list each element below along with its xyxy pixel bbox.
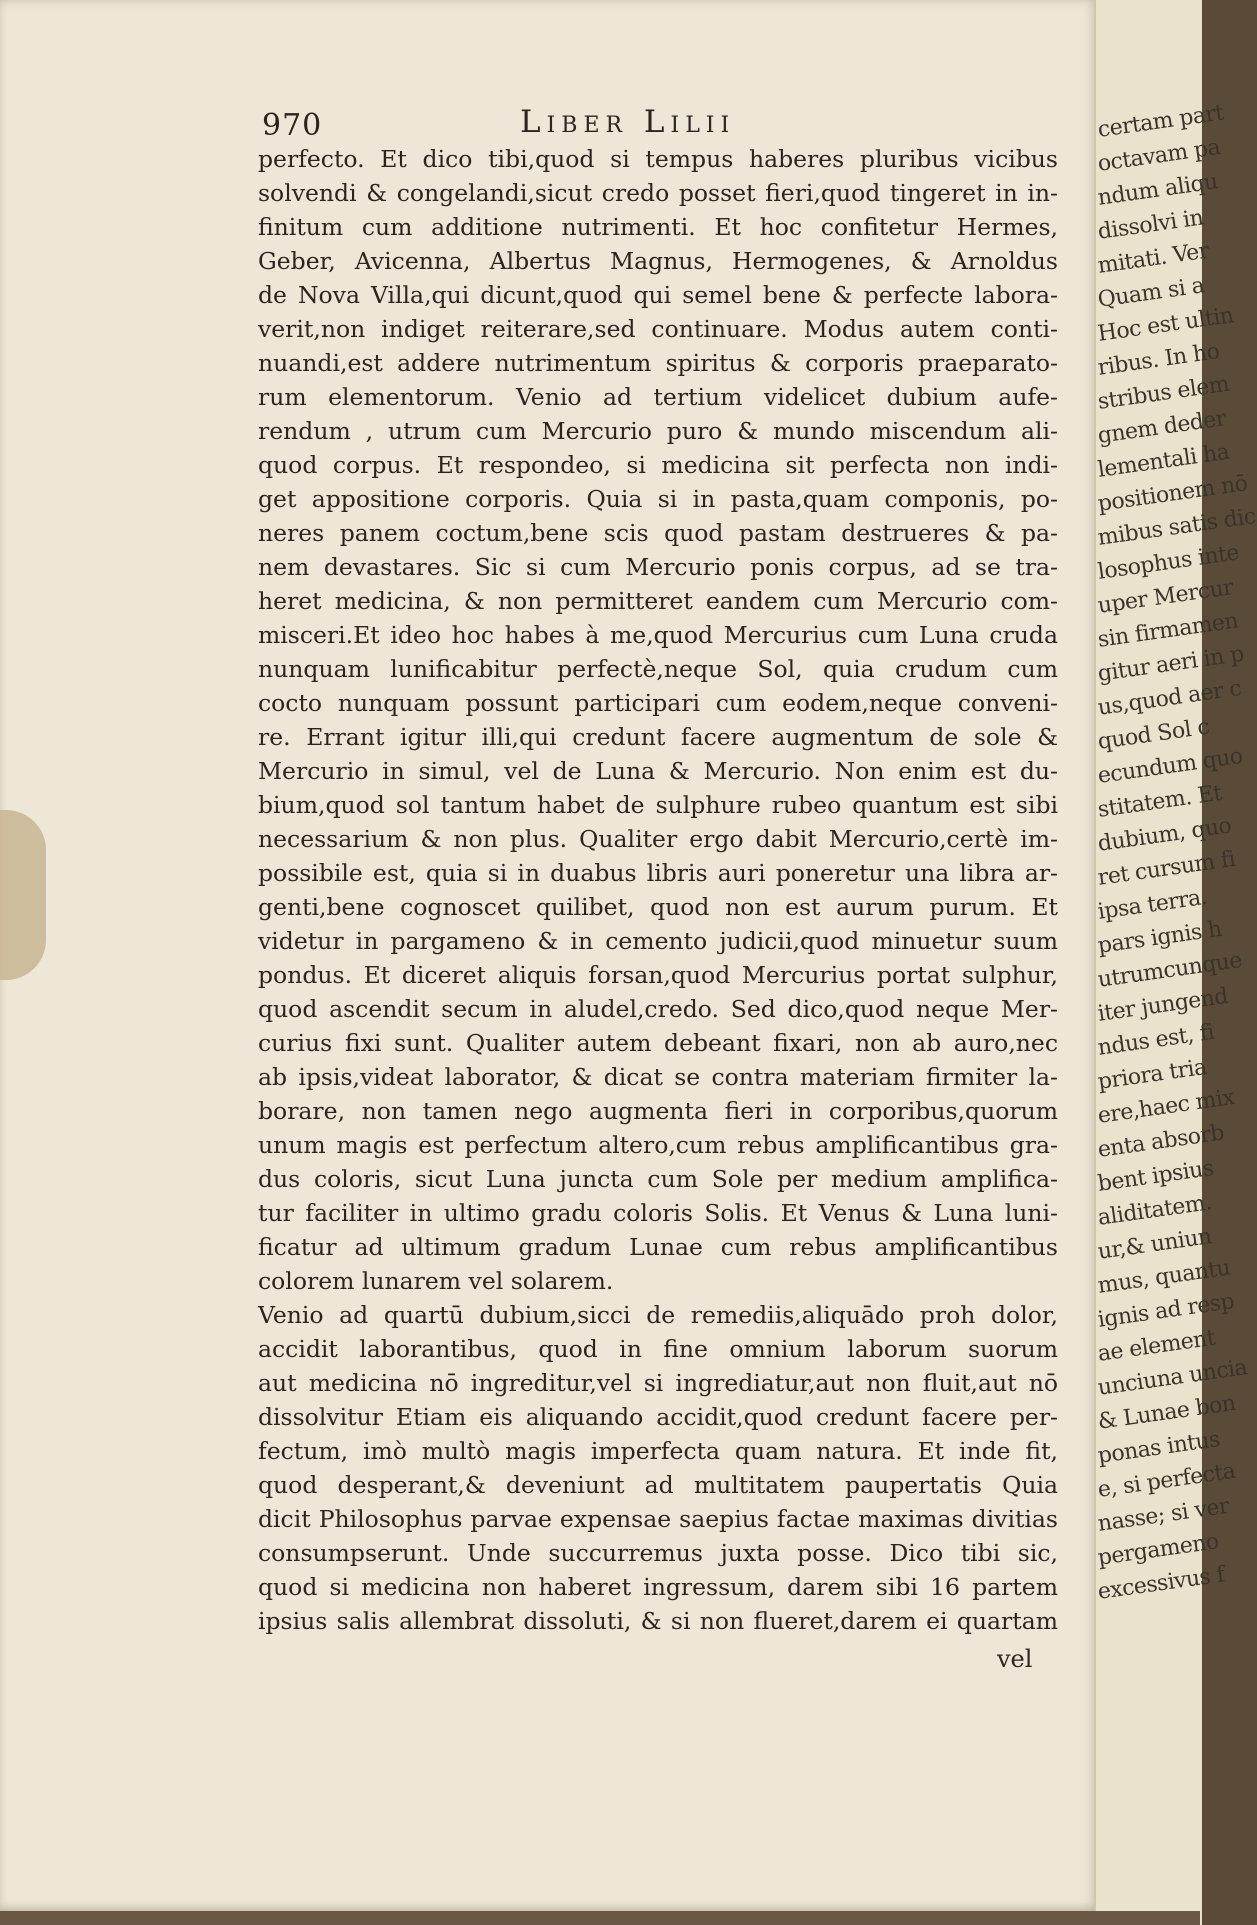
text-line: possibile est, quia si in duabus libris auri poneretur una libra ar- (258, 859, 1058, 887)
text-line: bium,quod sol tantum habet de sulphure rubeo quantum est sibi (258, 791, 1058, 819)
facing-text-fragment: ribus. In ho (1096, 339, 1221, 381)
facing-text-fragment: dissolvi in (1096, 205, 1205, 245)
facing-text-fragment: bent ipsius (1096, 1155, 1216, 1197)
book-edge (0, 1911, 1200, 1925)
facing-text-fragment: gitur aeri in p (1096, 641, 1246, 687)
text-line: consumpserunt. Unde succurremus juxta posse. Dico tibi sic, (258, 1539, 1058, 1567)
text-line: dus coloris, sicut Luna juncta cum Sole per medium amplifica- (258, 1165, 1058, 1193)
page-number: 970 (262, 108, 323, 143)
facing-text-fragment: ndum aliqu (1096, 169, 1220, 211)
facing-text-fragment: sin firmamen (1096, 608, 1240, 653)
facing-text-fragment: certam part (1096, 100, 1226, 143)
catchword: vel (997, 1645, 1033, 1673)
text-line: nuandi,est addere nutrimentum spiritus & corporis praeparato- (258, 349, 1058, 377)
text-line: necessarium & non plus. Qualiter ergo dabit Mercurio,certè im- (258, 825, 1058, 853)
text-line: colorem lunarem vel solarem. (258, 1267, 614, 1295)
facing-text-fragment: mibus satis dic (1096, 503, 1257, 551)
text-line: fectum, imò multò magis imperfecta quam natura. Et inde fit, (258, 1437, 1058, 1465)
facing-text-fragment: quod Sol c (1096, 714, 1211, 755)
facing-text-fragment: enta absorb (1096, 1120, 1226, 1163)
text-line: tur faciliter in ultimo gradu coloris Solis. Et Venus & Luna luni- (258, 1199, 1058, 1227)
running-head: Liber Lilii (520, 104, 736, 140)
text-line: finitum cum additione nutrimenti. Et hoc confitetur Hermes, (258, 213, 1058, 241)
facing-text-fragment: ecundum quo (1096, 743, 1245, 789)
facing-text-fragment: ur,& uniun (1096, 1224, 1214, 1265)
text-line: borare, non tamen nego augmenta fieri in corporibus,quorum (258, 1097, 1058, 1125)
text-line: quod desperant,& deveniunt ad multitatem paupertatis Quia (258, 1471, 1058, 1499)
text-line: neres panem coctum,bene scis quod pastam destrueres & pa- (258, 519, 1058, 547)
facing-text-fragment: excessivus f (1096, 1562, 1226, 1605)
facing-text-fragment: pergameno (1096, 1529, 1221, 1571)
facing-text-fragment: aliditatem. (1096, 1190, 1214, 1231)
text-line: heret medicina, & non permitteret eandem cum Mercurio com- (258, 587, 1058, 615)
text-line: quod ascendit secum in aludel,credo. Sed dico,quod neque Mer- (258, 995, 1058, 1023)
text-line: unum magis est perfectum altero,cum rebus amplificantibus gra- (258, 1131, 1058, 1159)
facing-text-fragment: priora tria (1096, 1054, 1209, 1095)
facing-text-fragment: gnem deder (1096, 406, 1228, 449)
facing-text-fragment: Hoc est ultin (1096, 303, 1236, 347)
text-line: nunquam lunificabitur perfectè,neque Sol, quia crudum cum (258, 655, 1058, 683)
facing-text-fragment: stitatem. Et (1096, 780, 1224, 823)
facing-text-fragment: dubium, quo (1096, 813, 1233, 857)
text-line: rum elementorum. Venio ad tertium videlicet dubium aufe- (258, 383, 1058, 411)
facing-text-fragment: utrumcunque (1096, 947, 1244, 993)
text-line: solvendi & congelandi,sicut credo posset fieri,quod tingeret in in- (258, 179, 1058, 207)
body-text (258, 142, 1058, 1638)
text-line: pondus. Et diceret aliquis forsan,quod Mercurius portat sulphur, (258, 961, 1058, 989)
text-line: dicit Philosophus parvae expensae saepius factae maximas divitias (258, 1505, 1058, 1533)
text-line: misceri.Et ideo hoc habes à me,quod Mercurius cum Luna cruda (258, 621, 1058, 649)
text-line: videtur in pargameno & in cemento judicii,quod minuetur suum (258, 927, 1058, 955)
facing-text-fragment: stribus elem (1096, 371, 1231, 415)
text-line: ab ipsis,videat laborator, & dicat se contra materiam firmiter la- (258, 1063, 1058, 1091)
text-line: ipsius salis allembrat dissoluti, & si non flueret,darem ei quartam (258, 1607, 1058, 1635)
facing-text-fragment: e, si perfecta (1096, 1458, 1237, 1503)
text-line: re. Errant igitur illi,qui credunt facere augmentum de sole & (258, 723, 1058, 751)
text-line: rendum , utrum cum Mercurio puro & mundo miscendum ali- (258, 417, 1058, 445)
text-line: curius fixi sunt. Qualiter autem debeant fixari, non ab auro,nec (258, 1029, 1058, 1057)
text-line: quod corpus. Et respondeo, si medicina sit perfecta non indi- (258, 451, 1058, 479)
facing-page-edge (1094, 0, 1257, 1925)
text-line: cocto nunquam possunt participari cum eodem,neque conveni- (258, 689, 1058, 717)
text-line: perfecto. Et dico tibi,quod si tempus haberes pluribus vicibus (258, 145, 1058, 173)
text-line: genti,bene cognoscet quilibet, quod non est aurum purum. Et (258, 893, 1058, 921)
facing-text-fragment: mitati. Ver (1096, 238, 1211, 279)
facing-text-fragment: positionem nō (1096, 471, 1250, 517)
text-line: Mercurio in simul, vel de Luna & Mercurio. Non enim est du- (258, 757, 1058, 785)
facing-text-fragment: pars ignis h (1096, 916, 1224, 959)
text-line: dissolvitur Etiam eis aliquando accidit,quod credunt facere per- (258, 1403, 1058, 1431)
facing-text-fragment: uper Mercur (1096, 575, 1235, 619)
facing-text-fragment: ignis ad resp (1096, 1289, 1236, 1333)
text-line: accidit laborantibus, quod in fine omnium laborum suorum (258, 1335, 1058, 1363)
text-line: verit,non indiget reiterare,sed continuare. Modus autem conti- (258, 315, 1058, 343)
facing-text-fragment: ponas intus (1096, 1427, 1222, 1469)
facing-text-fragment: ndus est, fi (1096, 1019, 1216, 1061)
text-line: nem devastares. Sic si cum Mercurio ponis corpus, ad se tra- (258, 553, 1058, 581)
text-line: get appositione corporis. Quia si in pasta,quam componis, po- (258, 485, 1058, 513)
text-line: Geber, Avicenna, Albertus Magnus, Hermogenes, & Arnoldus (258, 247, 1058, 275)
facing-text-fragment: ae element (1096, 1325, 1217, 1367)
facing-text-fragment: losophus inte (1096, 540, 1241, 585)
facing-text-fragment: ipsa terra. (1096, 884, 1209, 925)
facing-text-fragment: unciuna uncia (1096, 1355, 1249, 1401)
facing-text-fragment: octavam pa (1096, 134, 1222, 177)
facing-text-fragment: ere,haec mix (1096, 1084, 1236, 1129)
text-line: de Nova Villa,qui dicunt,quod qui semel bene & perfecte labora- (258, 281, 1058, 309)
facing-text-fragment: ret cursum fi (1096, 846, 1237, 891)
text-line: Venio ad quartū dubium,sicci de remediis,aliquādo proh dolor, (258, 1301, 1058, 1329)
facing-text-fragment: us,quod aer c (1096, 676, 1243, 721)
facing-text-fragment: mus, quantu (1096, 1255, 1232, 1299)
facing-text-fragment: & Lunae bon (1096, 1390, 1238, 1435)
text-line: ficatur ad ultimum gradum Lunae cum rebus amplificantibus (258, 1233, 1058, 1261)
text-line: aut medicina nō ingreditur,vel si ingrediatur,aut non fluit,aut nō (258, 1369, 1058, 1397)
facing-text-fragment: lementali ha (1096, 439, 1231, 483)
facing-text-fragment: Quam si a (1096, 273, 1206, 313)
facing-text-fragment: iter jungend (1096, 983, 1230, 1027)
torn-paper-edge (0, 810, 46, 980)
text-line: quod si medicina non haberet ingressum, darem sibi 16 partem (258, 1573, 1058, 1601)
facing-text-fragment: nasse; si ver (1096, 1493, 1231, 1537)
